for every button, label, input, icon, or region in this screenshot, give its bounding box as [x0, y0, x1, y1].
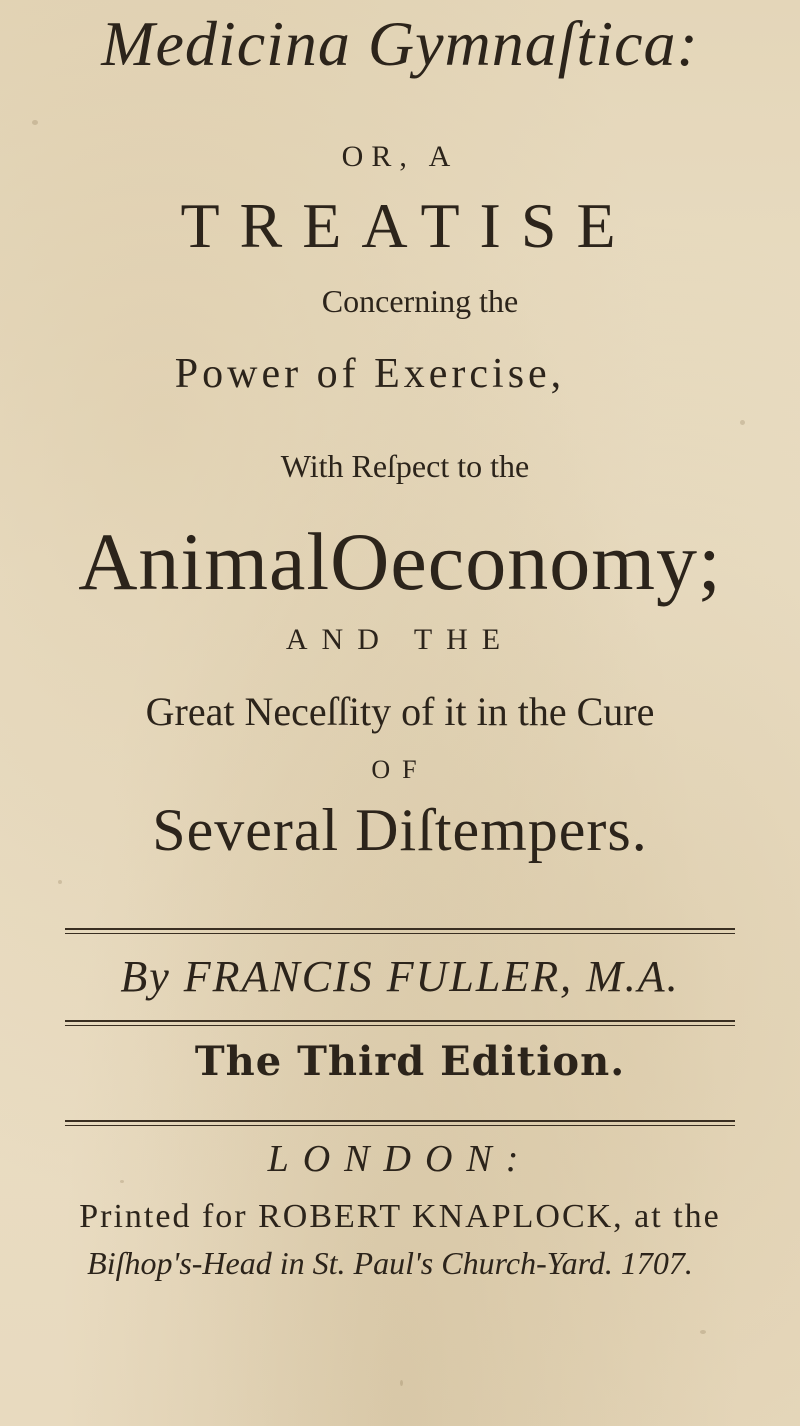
or-a-line: OR, A — [341, 140, 459, 173]
edition-label: The Third Edition. — [194, 1038, 626, 1085]
of-line: OF — [371, 755, 429, 784]
rule-above-imprint — [65, 1120, 735, 1126]
paper-speck — [740, 420, 745, 425]
paper-speck — [400, 1380, 403, 1386]
imprint-place: LONDON: — [267, 1138, 533, 1180]
with-respect-line: With Reſpect to the — [280, 448, 530, 484]
several-distempers-line: Several Diſtempers. — [152, 797, 648, 863]
animal-oeconomy-line: AnimalOeconomy; — [78, 516, 722, 607]
and-the-line: AND THE — [285, 623, 515, 656]
imprint-printer: Printed for ROBERT KNAPLOCK, at the — [79, 1198, 721, 1235]
author-byline: By FRANCIS FULLER, M.A. — [120, 952, 680, 1001]
power-of-exercise-line: Power of Exercise, — [174, 351, 566, 397]
treatise-heading: TREATISE — [180, 190, 636, 261]
great-necessity-line: Great Neceſſity of it in the Cure — [145, 689, 655, 734]
paper-speck — [700, 1330, 706, 1334]
paper-speck — [32, 120, 38, 125]
paper-speck — [58, 880, 62, 884]
concerning-line: Concerning the — [321, 283, 519, 319]
rule-above-author — [65, 928, 735, 934]
rule-above-edition — [65, 1020, 735, 1026]
imprint-address: Biſhop's-Head in St. Paul's Church-Yard. 1707. — [87, 1245, 693, 1281]
paper-speck — [120, 1180, 124, 1183]
main-title: Medicina Gymnaſtica: — [101, 8, 699, 79]
